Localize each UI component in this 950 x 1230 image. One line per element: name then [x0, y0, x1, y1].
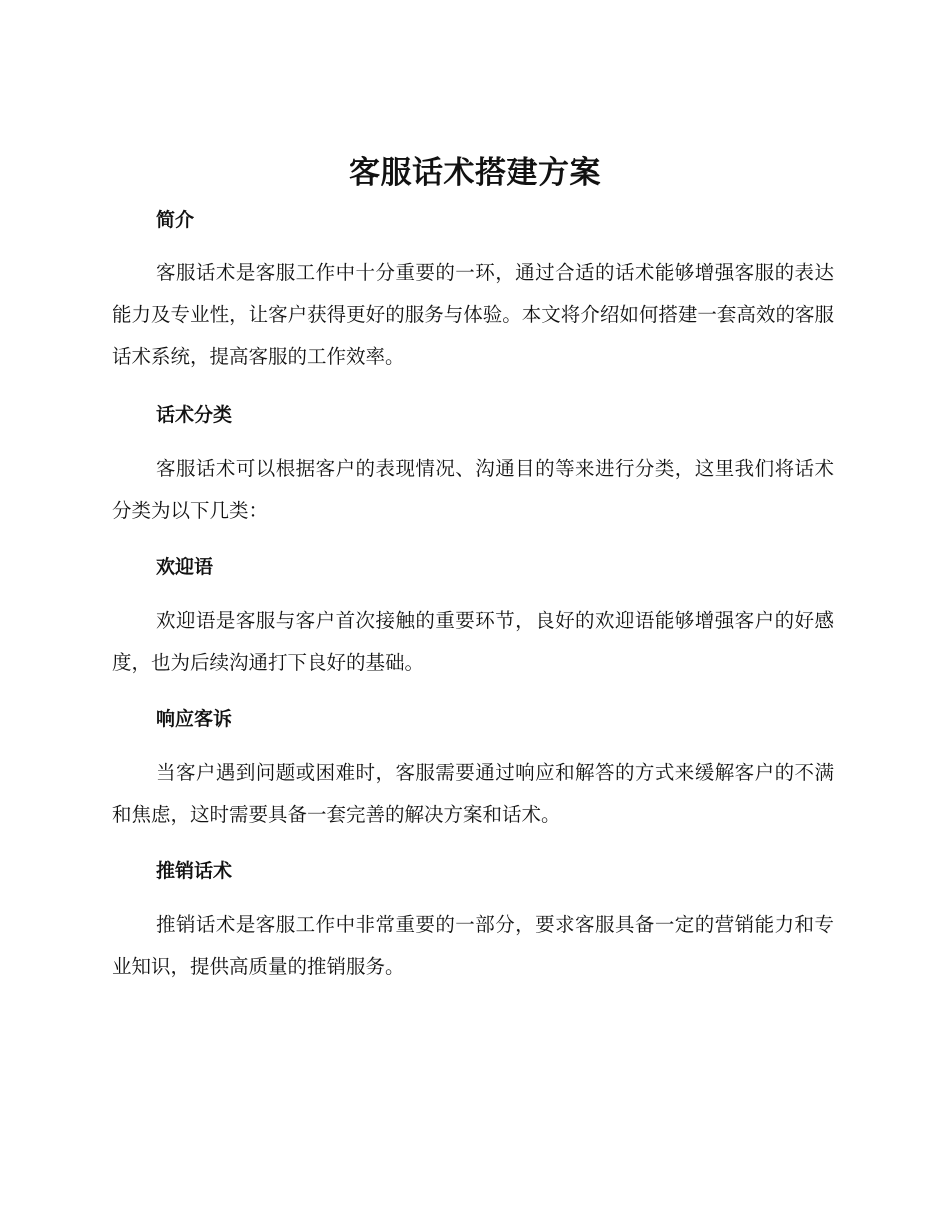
- section-heading-sales: 推销话术: [156, 860, 233, 882]
- section-heading-intro: 简介: [156, 209, 195, 231]
- section-heading-categories: 话术分类: [156, 404, 233, 426]
- section-heading-complaints: 响应客诉: [156, 708, 233, 730]
- section-body-welcome: 欢迎语是客服与客户首次接触的重要环节，良好的欢迎语能够增强客户的好感度，也为后续沟通打下良好的基础。: [112, 609, 834, 674]
- section-body-intro: 客服话术是客服工作中十分重要的一环，通过合适的话术能够增强客服的表达能力及专业性，让客户获得更好的服务与体验。本文将介绍如何搭建一套高效的客服话术系统，提高客服的工作效率。: [112, 261, 834, 368]
- section-body-categories: 客服话术可以根据客户的表现情况、沟通目的等来进行分类，这里我们将话术分类为以下几类：: [112, 457, 834, 522]
- document-title: 客服话术搭建方案: [349, 155, 601, 191]
- section-heading-welcome: 欢迎语: [156, 556, 214, 578]
- section-body-complaints: 当客户遇到问题或困难时，客服需要通过响应和解答的方式来缓解客户的不满和焦虑，这时需要具备一套完善的解决方案和话术。: [112, 761, 834, 826]
- section-body-sales: 推销话术是客服工作中非常重要的一部分，要求客服具备一定的营销能力和专业知识，提供高质量的推销服务。: [112, 913, 834, 978]
